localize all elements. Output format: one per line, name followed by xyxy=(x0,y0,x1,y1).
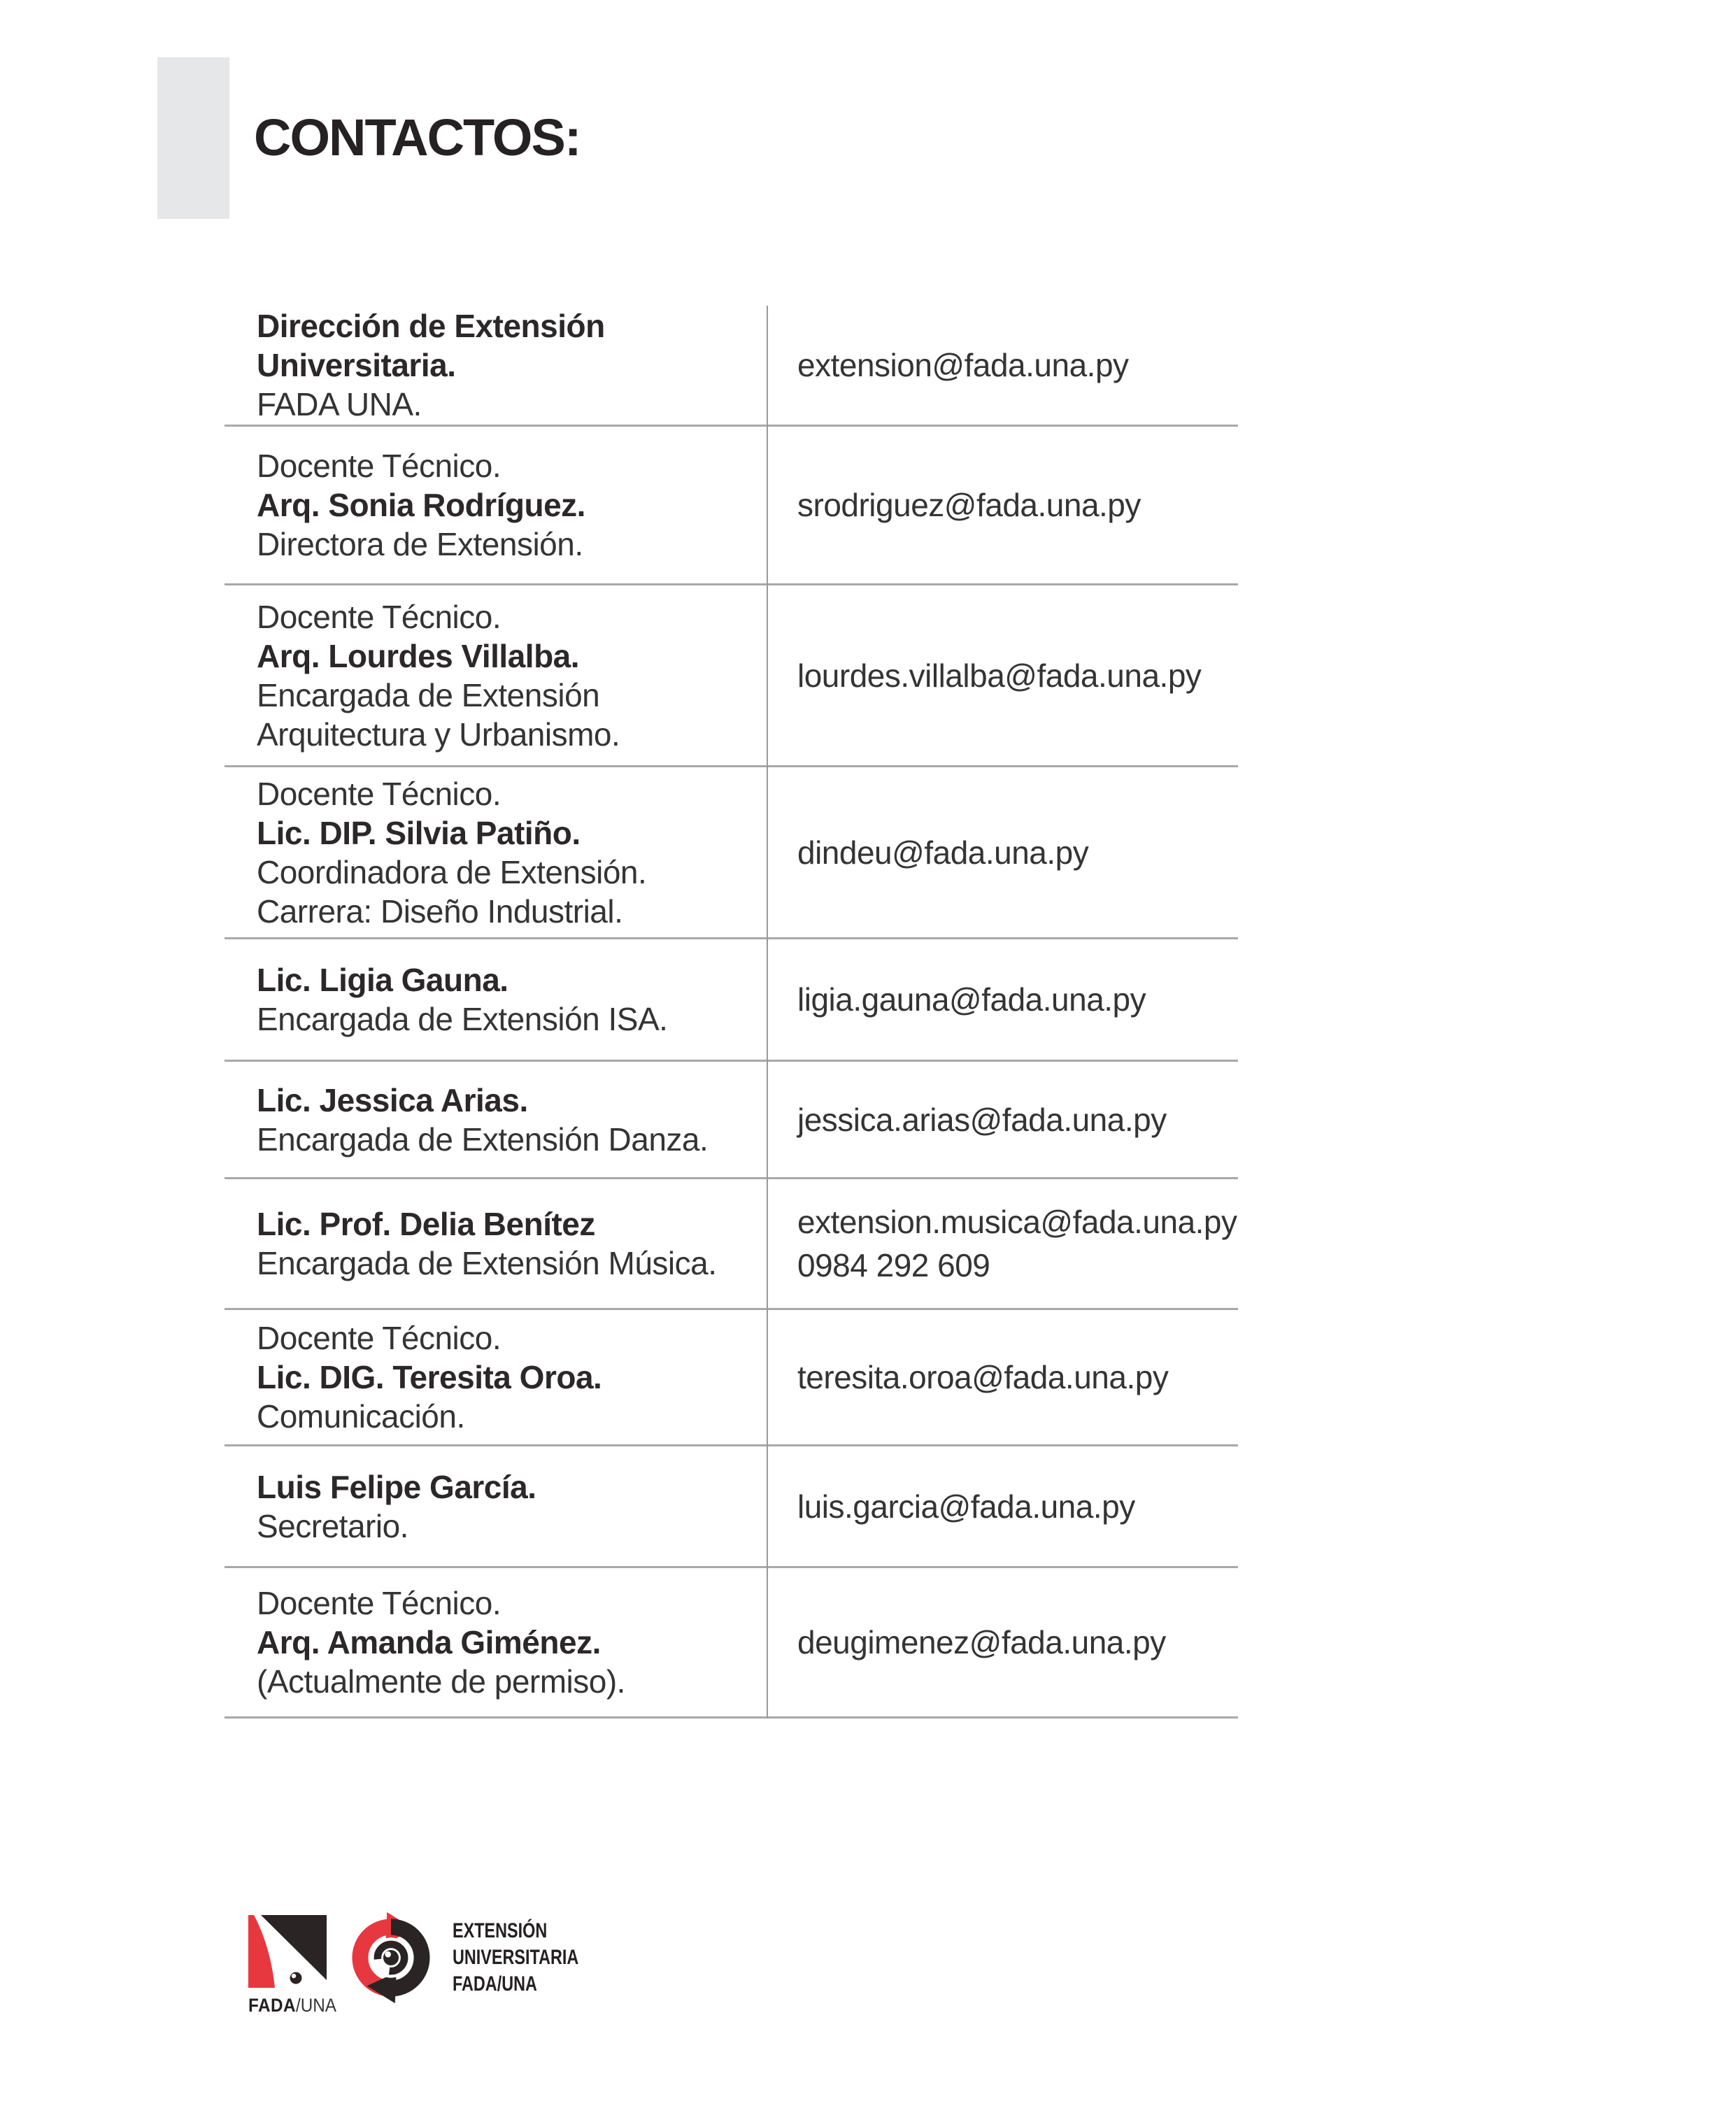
fada-una-logo-label xyxy=(248,1995,337,2016)
contact-email: teresita.oroa@fada.una.py xyxy=(797,1359,1169,1395)
table-row xyxy=(225,767,1238,939)
contact-role: Encargada de Extensión Danza. xyxy=(257,1120,709,1158)
contact-name: Lic. Ligia Gauna. xyxy=(257,962,508,998)
contact-role: Carrera: Diseño Industrial. xyxy=(257,892,623,930)
contact-name: Arq. Amanda Giménez. xyxy=(257,1624,601,1660)
extension-universitaria-label xyxy=(453,1918,578,1998)
contact-name-cell xyxy=(225,1310,767,1444)
contact-email: extension@fada.una.py xyxy=(797,347,1129,383)
contact-name-cell xyxy=(225,1062,767,1177)
column-divider xyxy=(767,306,768,1719)
extension-universitaria-logo-icon xyxy=(344,1909,438,2007)
contact-name: Lic. Prof. Delia Benítez xyxy=(257,1206,595,1242)
contact-name-cell xyxy=(225,1446,767,1566)
contact-name-cell xyxy=(225,427,767,583)
contact-role: Secretario. xyxy=(257,1507,408,1544)
contacts-table xyxy=(225,306,1238,1719)
contact-role: Comunicación. xyxy=(257,1398,465,1435)
contact-phone: 0984 292 609 xyxy=(797,1247,990,1283)
contact-detail-cell xyxy=(767,1310,1238,1444)
contact-role: Encargada de Extensión ISA. xyxy=(257,1001,668,1037)
contact-email: luis.garcia@fada.una.py xyxy=(797,1488,1135,1525)
contact-name-cell xyxy=(225,585,767,765)
contact-detail-cell xyxy=(767,1062,1238,1177)
contact-role: Docente Técnico. xyxy=(257,448,501,484)
contact-detail-cell xyxy=(767,585,1238,765)
contact-detail-cell xyxy=(767,427,1238,583)
contact-detail-cell xyxy=(767,1568,1238,1716)
contact-detail-cell xyxy=(767,939,1238,1060)
table-row xyxy=(225,306,1238,427)
contact-email: lourdes.villalba@fada.una.py xyxy=(797,657,1202,694)
contact-name: Arq. Sonia Rodríguez. xyxy=(257,487,585,523)
contact-role: Docente Técnico. xyxy=(257,1585,501,1621)
contact-name-cell xyxy=(225,939,767,1060)
table-row xyxy=(225,585,1238,767)
contact-name-cell xyxy=(225,306,767,425)
contact-role: Encargada de Extensión Música. xyxy=(257,1245,717,1281)
contact-email: ligia.gauna@fada.una.py xyxy=(797,981,1146,1018)
contact-role: Directora de Extensión. xyxy=(257,526,583,562)
contact-email: deugimenez@fada.una.py xyxy=(797,1624,1166,1660)
header-accent-bar xyxy=(157,57,229,219)
contact-email: srodriguez@fada.una.py xyxy=(797,487,1141,523)
contact-email: dindeu@fada.una.py xyxy=(797,834,1089,871)
contact-role: Encargada de Extensión xyxy=(257,676,600,713)
fada-label-bold: FADA xyxy=(248,1995,296,2016)
contact-name: Arq. Lourdes Villalba. xyxy=(257,637,580,674)
table-row xyxy=(225,1179,1238,1310)
fada-label-light: /UNA xyxy=(295,1995,337,2016)
table-row xyxy=(225,1062,1238,1179)
contact-detail-cell xyxy=(767,767,1238,937)
fada-una-logo xyxy=(248,1915,337,2016)
contact-name: Universitaria. xyxy=(257,347,456,383)
contact-email: extension.musica@fada.una.py xyxy=(797,1204,1237,1240)
contact-name: Lic. DIP. Silvia Patiño. xyxy=(257,814,581,851)
table-row xyxy=(225,939,1238,1062)
table-row xyxy=(225,427,1238,585)
contact-role: Docente Técnico. xyxy=(257,598,501,635)
contact-detail-cell xyxy=(767,306,1238,425)
extension-label-line: EXTENSIÓN xyxy=(453,1919,548,1942)
contact-role: Docente Técnico. xyxy=(257,1320,501,1356)
contact-name: Luis Felipe García. xyxy=(257,1468,536,1505)
contact-role: Docente Técnico. xyxy=(257,775,501,812)
table-row xyxy=(225,1446,1238,1568)
contact-detail-cell xyxy=(767,1179,1238,1308)
page-title: CONTACTOS: xyxy=(254,108,581,166)
extension-label-line: UNIVERSITARIA xyxy=(453,1946,579,1969)
contact-name: Lic. DIG. Teresita Oroa. xyxy=(257,1359,602,1395)
contact-email: jessica.arias@fada.una.py xyxy=(797,1101,1167,1138)
contact-role: Coordinadora de Extensión. xyxy=(257,853,647,890)
contact-name-cell xyxy=(225,1179,767,1308)
contact-name: Lic. Jessica Arias. xyxy=(257,1081,528,1118)
contact-name-cell xyxy=(225,1568,767,1716)
contact-role: Arquitectura y Urbanismo. xyxy=(257,716,620,753)
contact-detail-cell xyxy=(767,1446,1238,1566)
table-row xyxy=(225,1568,1238,1719)
table-row xyxy=(225,1310,1238,1446)
contact-role: FADA UNA. xyxy=(257,386,422,422)
contact-name-cell xyxy=(225,767,767,937)
contact-role: (Actualmente de permiso). xyxy=(257,1663,625,1700)
extension-label-line: FADA/UNA xyxy=(453,1972,537,1995)
fada-una-logo-icon xyxy=(248,1915,327,1988)
contact-name: Dirección de Extensión xyxy=(257,308,605,344)
